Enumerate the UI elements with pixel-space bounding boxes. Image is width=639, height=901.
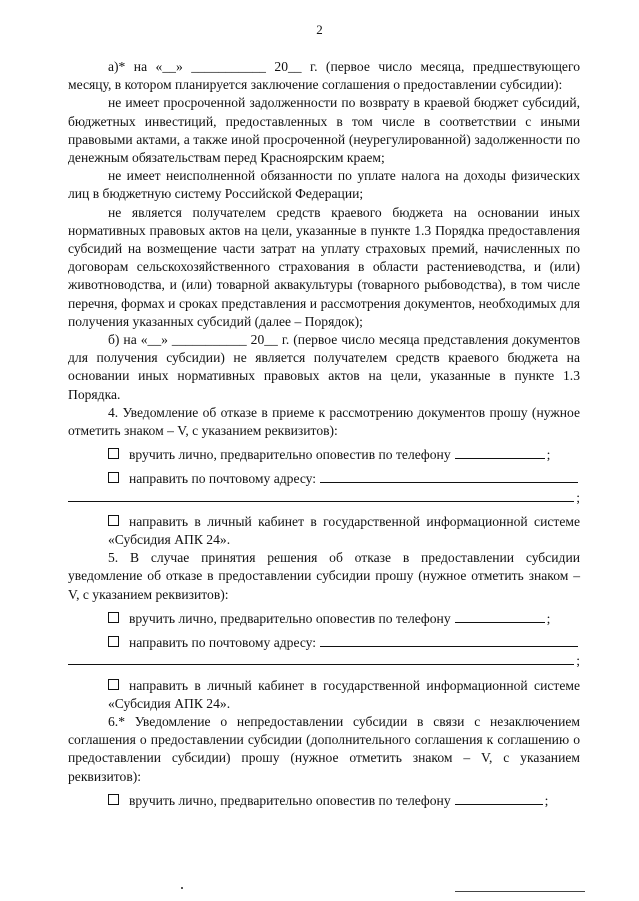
section-4-option-mail xyxy=(68,470,580,488)
condition-not-recipient: не является получателем средств краевого бюджета на основании иных нормативных правовых актов на цели, указанные в пункте 1.3 Порядка предоставления субсидий на возмещение части затрат на уплату страховых премий, начисленных по договорам сельскохозяйственного страхования в области растениеводства, и (или) животноводства, и (или) товарной аквакультуры (товарного рыбоводства), в том числе перечня, формах и сроках представления и рассмотрения документов, необходимых для получения указанных субсидий (далее – Порядок); xyxy=(68,204,580,329)
option-label: вручить лично, предварительно оповестив по телефону xyxy=(129,447,451,463)
section-4-heading: 4. Уведомление об отказе в приеме к рассмотрению документов прошу (нужное отметить знаком – V, с указанием реквизитов): xyxy=(68,404,580,439)
semicolon: ; xyxy=(546,610,551,626)
phone-blank-line[interactable] xyxy=(455,457,545,459)
address-blank-line[interactable] xyxy=(320,481,578,483)
semicolon: ; xyxy=(576,489,580,505)
section-6-option-phone xyxy=(68,792,580,810)
document-body xyxy=(68,58,580,810)
option-label: направить по почтовому адресу: xyxy=(129,635,317,651)
scan-dot xyxy=(181,887,183,889)
address-blank-line-2[interactable] xyxy=(68,500,574,502)
section-4-option-cabinet xyxy=(68,513,580,549)
option-label: направить по почтовому адресу: xyxy=(129,471,317,487)
section-5-option-mail xyxy=(68,634,580,652)
checkbox[interactable] xyxy=(108,612,119,623)
section-6-heading: 6.* Уведомление о непредоставлении субсидии в связи с незаключением соглашения о предоставлении субсидии (дополнительного соглашения к соглашению о предоставлении субсидии) прошу (нужное отметить знаком – V, с указанием реквизитов): xyxy=(68,713,580,784)
address-blank-line[interactable] xyxy=(320,645,578,647)
checkbox[interactable] xyxy=(108,679,119,690)
option-label: направить в личный кабинет в государственной информационной системе «Субсидия АПК 24». xyxy=(108,513,580,548)
page-number: 2 xyxy=(316,22,323,37)
address-blank-line-2[interactable] xyxy=(68,663,574,665)
checkbox[interactable] xyxy=(108,515,119,526)
address-continuation xyxy=(68,652,580,670)
section-5-option-phone xyxy=(68,610,580,628)
semicolon: ; xyxy=(544,792,549,808)
checkbox[interactable] xyxy=(108,448,119,459)
section-5-option-cabinet xyxy=(68,677,580,713)
phone-blank-line[interactable] xyxy=(455,803,543,805)
semicolon: ; xyxy=(576,653,580,669)
section-5-heading: 5. В случае принятия решения об отказе в предоставлении субсидии уведомление об отказе в предоставлении субсидии прошу (нужное отметить знаком – V, с указанием реквизитов): xyxy=(68,550,580,602)
condition-no-tax-obligation: не имеет неисполненной обязанности по уплате налога на доходы физических лиц в бюджетную систему Российской Федерации; xyxy=(68,168,580,202)
semicolon: ; xyxy=(546,447,551,463)
checkbox[interactable] xyxy=(108,636,119,647)
address-continuation xyxy=(68,489,580,507)
paragraph-a: а)* на «__» ___________ 20__ г. (первое число месяца, предшествующего месяцу, в котором планируется заключение соглашения о предоставлении субсидии): xyxy=(68,59,580,93)
checkbox[interactable] xyxy=(108,472,119,483)
condition-no-overdue-debt: не имеет просроченной задолженности по возврату в краевой бюджет субсидий, бюджетных инвестиций, предоставленных в том числе в соответствии с иными правовыми актами, а также иной просроченной (неурегулированной) задолженности по денежным обязательствам перед Красноярским краем; xyxy=(68,95,580,166)
option-label: вручить лично, предварительно оповестив по телефону xyxy=(129,792,451,808)
section-4-option-phone xyxy=(68,446,580,464)
phone-blank-line[interactable] xyxy=(455,621,545,623)
option-label: направить в личный кабинет в государственной информационной системе «Субсидия АПК 24». xyxy=(108,677,580,711)
checkbox[interactable] xyxy=(108,794,119,805)
option-label: вручить лично, предварительно оповестив по телефону xyxy=(129,610,451,626)
footer-rule xyxy=(455,891,585,892)
paragraph-b: б) на «__» ___________ 20__ г. (первое число месяца представления документов для получения субсидии) не является получателем средств краевого бюджета на основании иных нормативных правовых актов на цели, указанные в пункте 1.3 Порядка. xyxy=(68,332,580,402)
